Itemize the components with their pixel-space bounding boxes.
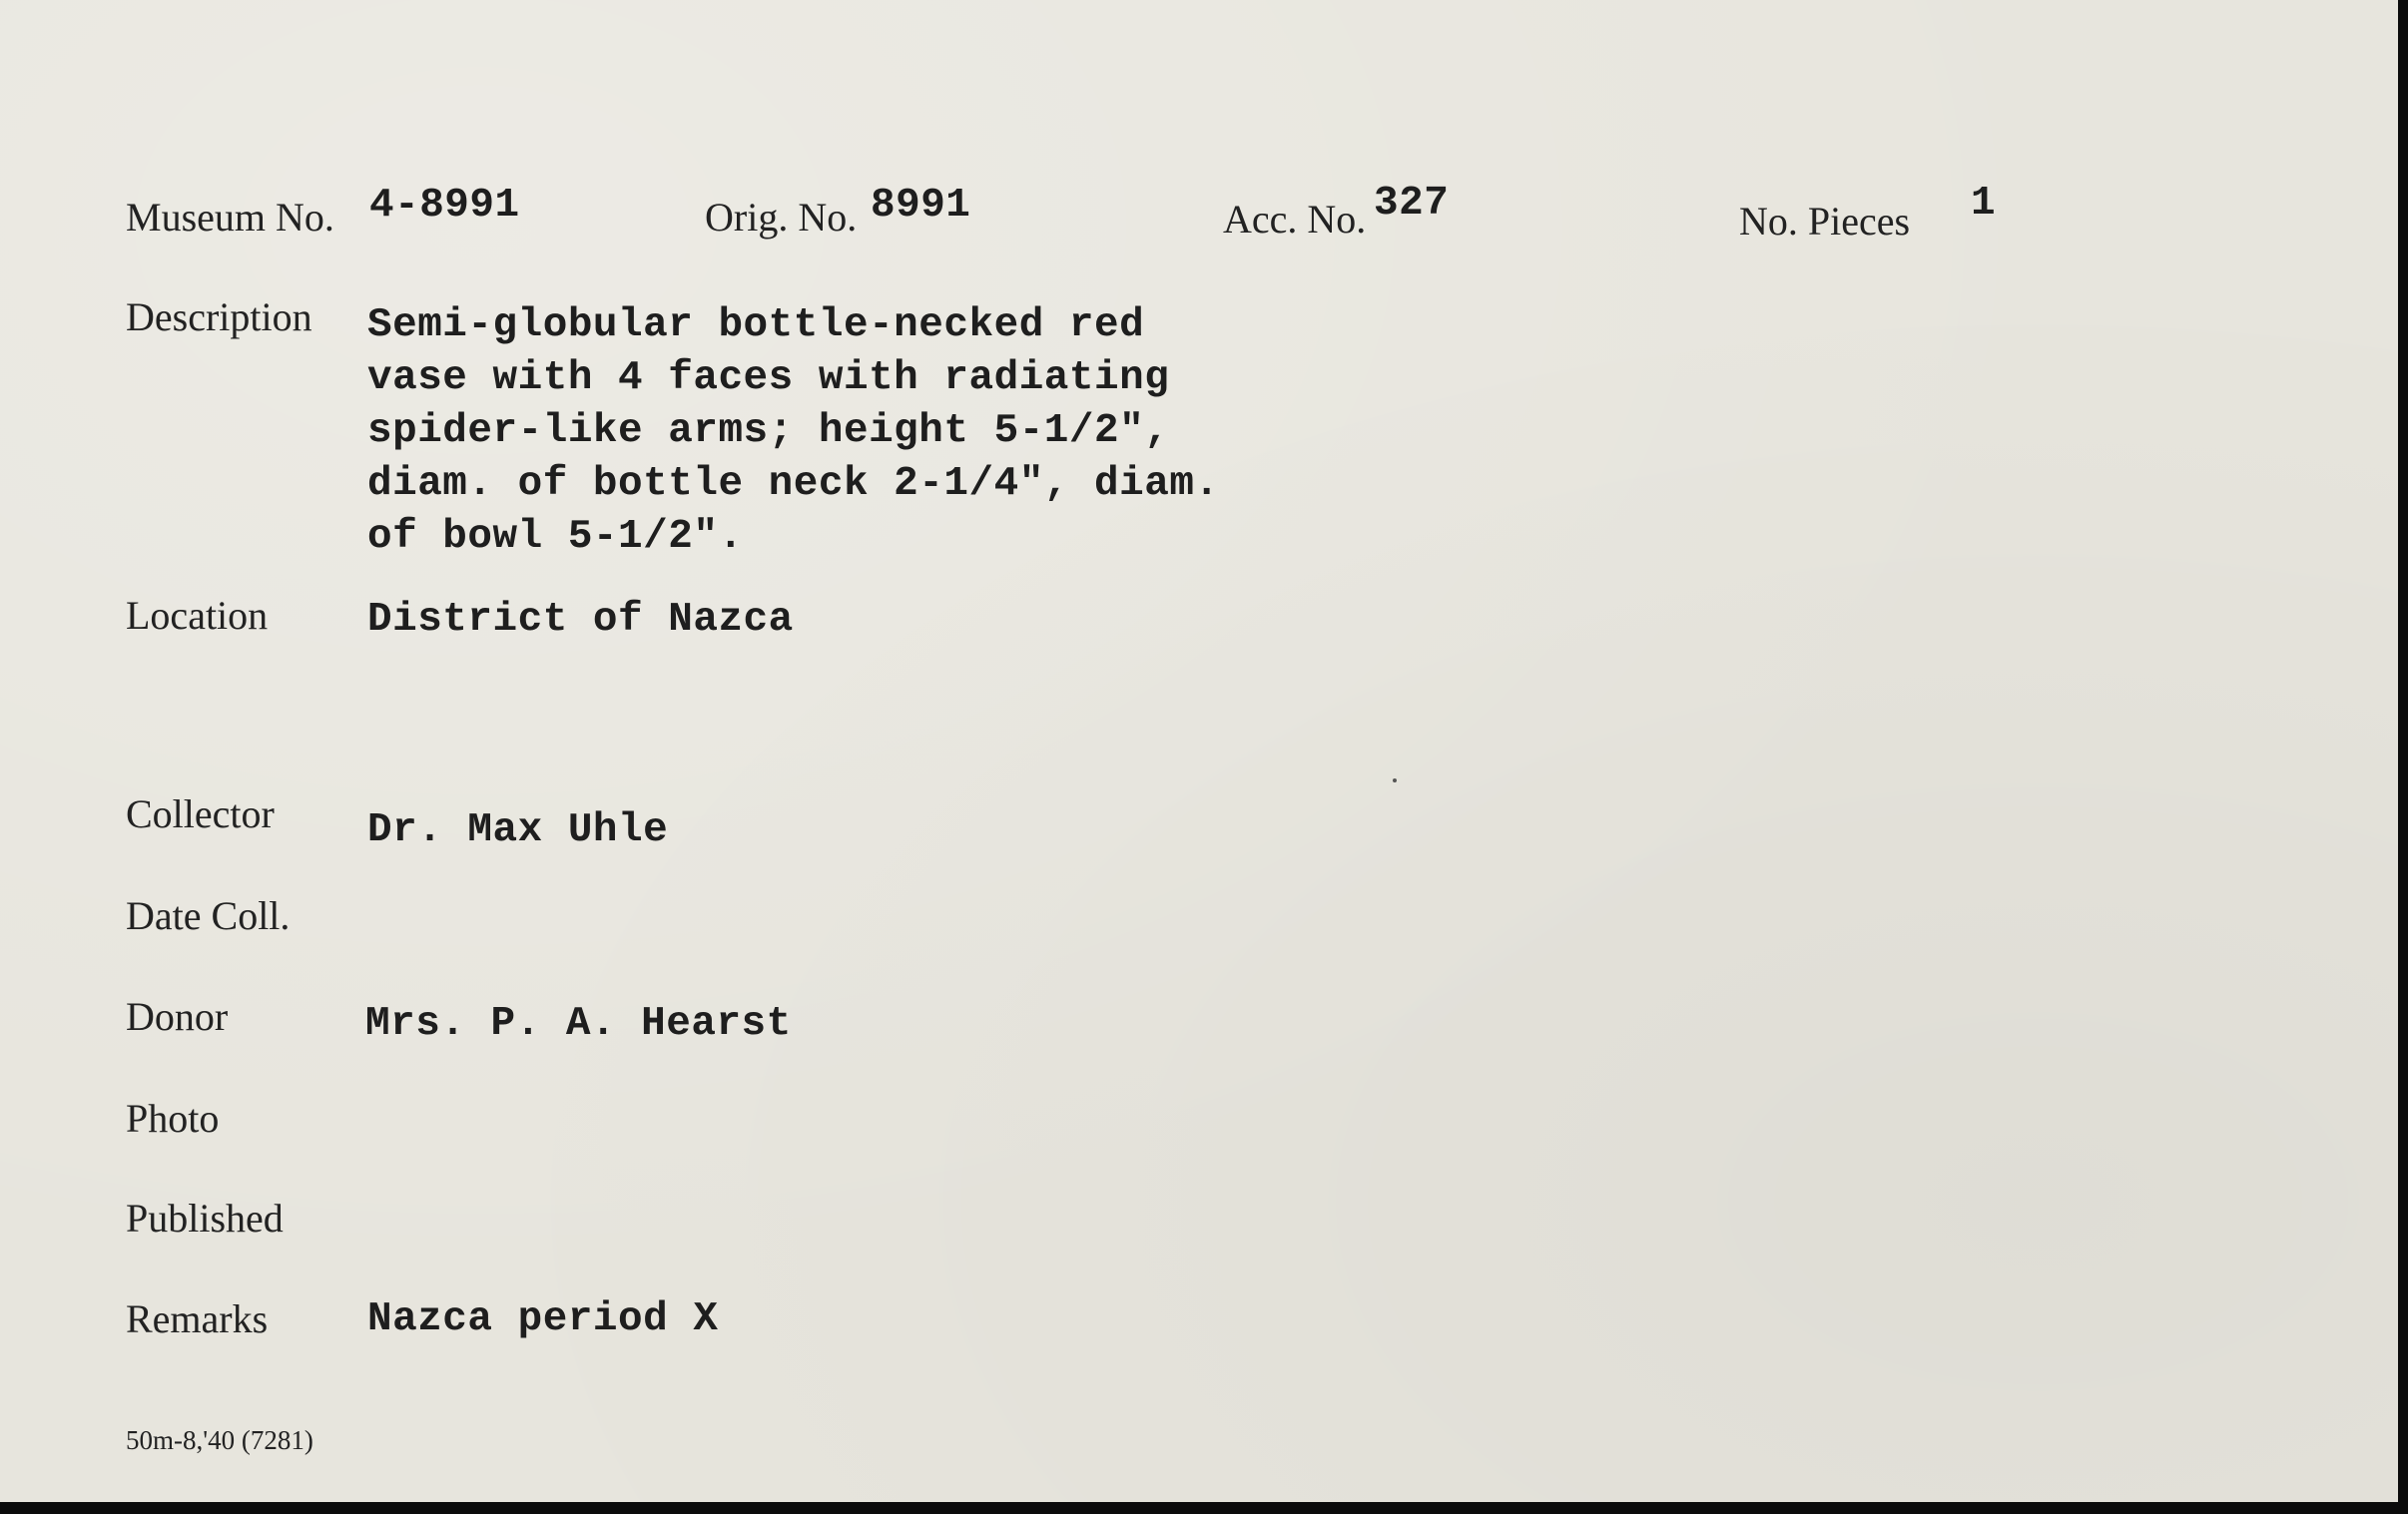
- orig-no-value: 8991: [871, 183, 971, 229]
- remarks-label: Remarks: [126, 1296, 269, 1341]
- donor-label: Donor: [126, 994, 229, 1039]
- museum-no-value: 4-8991: [369, 183, 520, 229]
- description-line: vase with 4 faces with radiating: [367, 355, 1170, 401]
- description-label: Description: [126, 294, 312, 339]
- collector-value: Dr. Max Uhle: [367, 807, 669, 853]
- acc-no-value: 327: [1374, 181, 1450, 227]
- ink-speck: [1393, 778, 1397, 782]
- date-coll-label: Date Coll.: [126, 893, 291, 938]
- orig-no-label: Orig. No.: [705, 195, 858, 240]
- description-line: diam. of bottle neck 2-1/4", diam.: [367, 461, 1220, 507]
- photo-label: Photo: [126, 1096, 220, 1141]
- remarks-value: Nazca period X: [367, 1296, 719, 1342]
- museum-no-label: Museum No.: [126, 195, 334, 240]
- location-label: Location: [126, 593, 269, 638]
- description-line: of bowl 5-1/2".: [367, 514, 744, 560]
- no-pieces-label: No. Pieces: [1739, 199, 1911, 244]
- description-line: Semi-globular bottle-necked red: [367, 302, 1145, 348]
- description-text: [367, 299, 1220, 564]
- acc-no-label: Acc. No.: [1223, 197, 1367, 242]
- collector-label: Collector: [126, 791, 275, 836]
- scan-border-bottom: [0, 1502, 2408, 1514]
- location-value: District of Nazca: [367, 597, 794, 643]
- published-label: Published: [126, 1196, 284, 1241]
- no-pieces-value: 1: [1971, 181, 1997, 227]
- description-line: spider-like arms; height 5-1/2",: [367, 408, 1170, 454]
- donor-value: Mrs. P. A. Hearst: [365, 1001, 792, 1047]
- scan-border-right: [2398, 0, 2408, 1514]
- print-code: 50m-8,'40 (7281): [126, 1425, 313, 1455]
